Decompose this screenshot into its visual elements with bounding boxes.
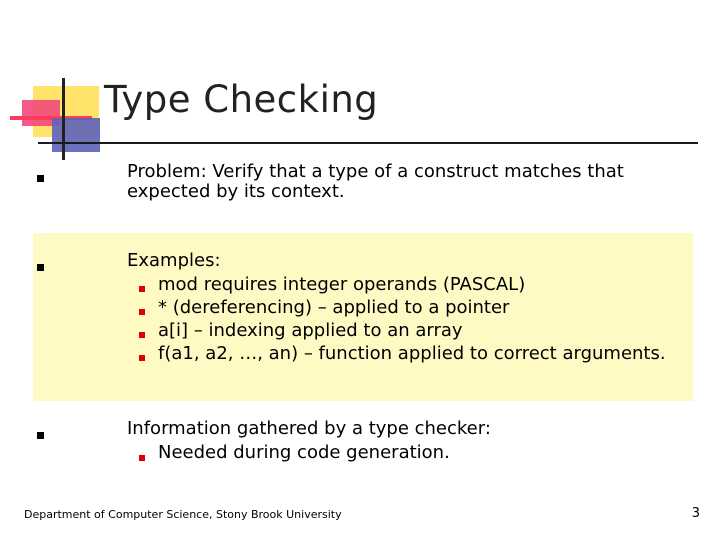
bullet-marker-2	[37, 264, 44, 271]
bullet-2-sub-item-1: mod requires integer operands (PASCAL)	[158, 274, 526, 295]
sub-bullet-marker-3-1	[139, 455, 145, 461]
title-underline	[38, 142, 698, 144]
sub-bullet-marker-2-2	[139, 309, 145, 315]
bullet-2-sub-item-4: f(a1, a2, …, an) – function applied to correct arguments.	[158, 343, 666, 364]
bullet-2-sub-item-3: a[i] – indexing applied to an array	[158, 320, 463, 341]
bullet-1-line-1: Problem: Verify that a type of a construct matches that	[127, 161, 624, 182]
bullet-marker-1	[37, 175, 44, 182]
bullet-2-line-1: Examples:	[127, 250, 221, 271]
title-ornament-vertical-line	[62, 78, 65, 160]
footer-text: Department of Computer Science, Stony Brook University	[24, 508, 342, 521]
page-number: 3	[691, 506, 700, 521]
sub-bullet-marker-2-1	[139, 286, 145, 292]
sub-bullet-marker-2-3	[139, 332, 145, 338]
bullet-2-sub-item-2: * (dereferencing) – applied to a pointer	[158, 297, 510, 318]
slide-title: Type Checking	[104, 78, 379, 121]
sub-bullet-marker-2-4	[139, 355, 145, 361]
bullet-3-sub-item-1: Needed during code generation.	[158, 442, 450, 463]
title-ornament-blue	[52, 118, 100, 152]
bullet-1-line-2: expected by its context.	[127, 181, 345, 202]
bullet-3-line-1: Information gathered by a type checker:	[127, 418, 491, 439]
bullet-marker-3	[37, 432, 44, 439]
